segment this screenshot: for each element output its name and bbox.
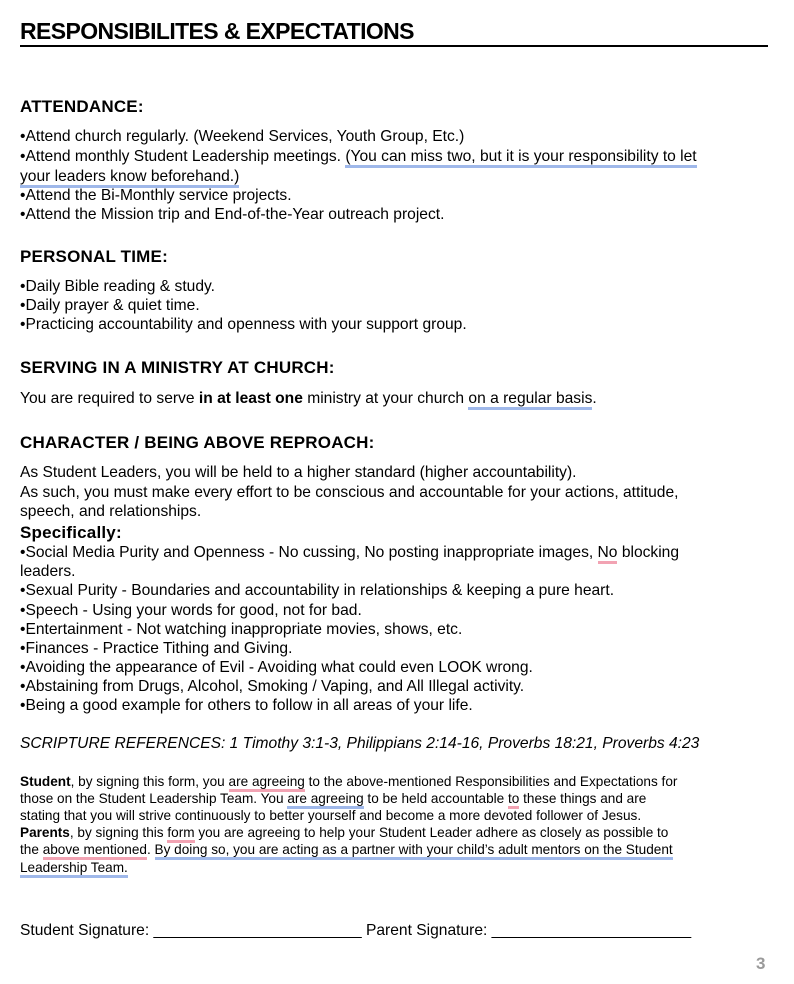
text-segment: •Daily prayer & quiet time. xyxy=(20,297,200,314)
underlined-text: are agreeing xyxy=(287,791,363,809)
text-segment: speech, and relationships. xyxy=(20,503,202,520)
text-segment: •Avoiding the appearance of Evil - Avoiding what could even LOOK wrong. xyxy=(20,659,533,676)
underlined-text: on a regular basis xyxy=(468,390,592,410)
page-title: RESPONSIBILITES & EXPECTATIONS xyxy=(20,18,414,44)
text-segment: As Student Leaders, you will be held to a higher standard (higher accountability). xyxy=(20,464,577,481)
text-segment: •Practicing accountability and openness with your support group. xyxy=(20,316,467,333)
text-line xyxy=(20,601,362,621)
underlined-text: (You can miss two, but it is your responsibility to let xyxy=(345,148,696,168)
text-line xyxy=(20,147,697,167)
underlined-text: to xyxy=(508,791,519,809)
text-segment: SERVING IN A MINISTRY AT CHURCH: xyxy=(20,358,335,377)
text-segment: . xyxy=(592,390,597,407)
section-heading xyxy=(20,358,335,378)
text-segment: blocking xyxy=(617,544,680,561)
text-segment: . xyxy=(146,842,155,857)
text-segment: •Being a good example for others to follow in all areas of your life. xyxy=(20,697,473,714)
text-line xyxy=(20,773,677,790)
text-line xyxy=(20,658,533,678)
text-segment: you are agreeing to help your Student Leader adhere as closely as possible to xyxy=(194,825,669,840)
text-line xyxy=(20,483,678,503)
text-segment: to be held accountable xyxy=(363,791,509,806)
text-segment: PERSONAL TIME: xyxy=(20,247,168,266)
text-segment: these things and are xyxy=(519,791,647,806)
title-rule xyxy=(20,45,768,47)
text-segment: •Sexual Purity - Boundaries and accountability in relationships & keeping a pure heart. xyxy=(20,582,615,599)
text-segment: , by signing this xyxy=(69,825,168,840)
section-heading xyxy=(20,433,375,453)
text-line xyxy=(20,790,646,807)
text-line xyxy=(20,696,473,716)
bold-text: in at least one xyxy=(198,390,303,407)
section-heading xyxy=(20,247,168,267)
text-line xyxy=(20,859,128,876)
section-heading xyxy=(20,523,122,543)
text-line xyxy=(20,186,292,206)
text-line xyxy=(20,581,614,601)
text-segment: •Speech - Using your words for good, not for bad. xyxy=(20,602,362,619)
text-segment: •Finances - Practice Tithing and Giving. xyxy=(20,640,293,657)
text-line xyxy=(20,315,467,335)
text-line xyxy=(20,807,641,824)
underlined-text: are agreeing xyxy=(229,774,305,792)
text-segment: the xyxy=(20,842,43,857)
page-number: 3 xyxy=(756,954,766,973)
text-line xyxy=(20,205,444,225)
text-segment: •Social Media Purity and Openness - No cussing, No posting inappropriate images, xyxy=(20,544,598,561)
text-segment: •Daily Bible reading & study. xyxy=(20,278,215,295)
underlined-text: above mentioned xyxy=(43,842,147,860)
text-segment: ministry at your church xyxy=(302,390,469,407)
text-segment: •Attend monthly Student Leadership meetings. xyxy=(20,148,346,165)
text-segment: •Attend church regularly. (Weekend Services, Youth Group, Etc.) xyxy=(20,128,465,145)
text-line xyxy=(20,167,239,187)
text-line xyxy=(20,277,215,297)
text-line xyxy=(20,841,673,858)
text-segment: CHARACTER / BEING ABOVE REPROACH: xyxy=(20,433,375,452)
text-segment: leaders. xyxy=(20,563,76,580)
bold-text: Student xyxy=(20,774,71,789)
text-line xyxy=(20,639,292,659)
text-line xyxy=(20,463,577,483)
text-segment: You are required to serve xyxy=(20,390,199,407)
underlined-text: By doing so, you are acting as a partner with your child’s adult mentors on the Student xyxy=(155,842,673,860)
text-line xyxy=(20,562,75,582)
underlined-text: form xyxy=(167,825,194,843)
text-segment: stating that you will strive continuously to better yourself and become a more devoted follower of Jesus. xyxy=(20,808,642,823)
text-segment: •Entertainment - Not watching inappropriate movies, shows, etc. xyxy=(20,621,463,638)
text-segment: ATTENDANCE: xyxy=(20,97,144,116)
text-segment: , by signing this form, you xyxy=(70,774,229,789)
text-line xyxy=(20,543,679,563)
text-line xyxy=(20,824,668,841)
text-segment: Student Signature: ________________________ Parent Signature: _______________________ xyxy=(20,922,692,939)
text-line xyxy=(20,921,691,941)
bold-text: Parents xyxy=(20,825,70,840)
text-segment: SCRIPTURE REFERENCES: 1 Timothy 3:1-3, Philippians 2:14-16, Proverbs 18:21, Proverbs 4:23 xyxy=(20,735,700,752)
text-segment: •Attend the Mission trip and End-of-the-Year outreach project. xyxy=(20,206,445,223)
text-line xyxy=(20,296,200,316)
text-segment: •Attend the Bi-Monthly service projects. xyxy=(20,187,292,204)
text-line xyxy=(20,389,597,409)
text-segment: Specifically: xyxy=(20,523,122,542)
text-segment: •Abstaining from Drugs, Alcohol, Smoking / Vaping, and All Illegal activity. xyxy=(20,678,525,695)
text-segment: to the above-mentioned Responsibilities and Expectations for xyxy=(304,774,678,789)
underlined-text: your leaders know beforehand.) xyxy=(20,168,239,188)
text-segment: those on the Student Leadership Team. You xyxy=(20,791,288,806)
section-heading xyxy=(20,97,144,117)
text-line xyxy=(20,620,462,640)
underlined-text: Leadership Team. xyxy=(20,860,128,878)
underlined-text: No xyxy=(598,544,618,564)
text-line xyxy=(20,677,524,697)
text-segment: As such, you must make every effort to be conscious and accountable for your actions, attitude, xyxy=(20,484,679,501)
text-line xyxy=(20,127,464,147)
text-line xyxy=(20,734,699,754)
text-line xyxy=(20,502,201,522)
